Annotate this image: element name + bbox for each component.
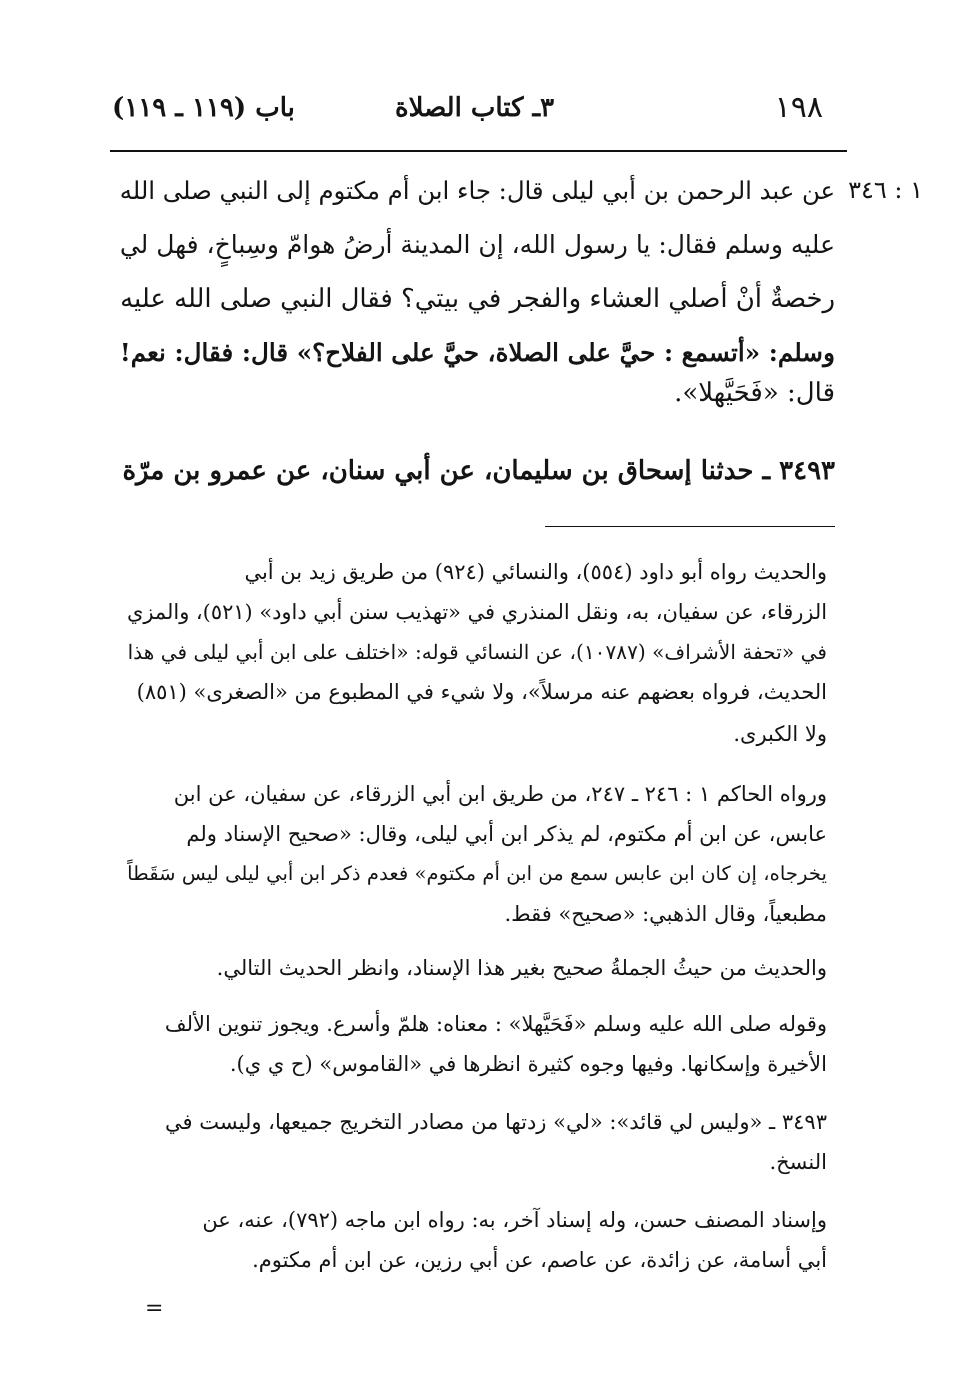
footnote-line: والحديث رواه أبو داود (٥٥٤)، والنسائي (٩٢٤) من طريق زيد بن أبي bbox=[244, 560, 827, 584]
footnote-line: الزرقاء، عن سفيان، به، ونقل المنذري في «تهذيب سنن أبي داود» (٥٢١)، والمزي bbox=[127, 600, 827, 624]
footnote-line: ورواه الحاكم ١ : ٢٤٦ ـ ٢٤٧، من طريق ابن أبي الزرقاء، عن سفيان، عن ابن bbox=[173, 782, 827, 806]
header-rule bbox=[110, 150, 847, 152]
main-text-line: قال: «فَحَيَّهلا». bbox=[674, 378, 835, 408]
footnote-line: ٣٤٩٣ ـ «وليس لي قائد»: «لي» زدتها من مصادر التخريج جميعها، وليست في bbox=[165, 1110, 827, 1134]
main-text-line: عليه وسلم فقال: يا رسول الله، إن المدينة أرضُ هوامّ وسِباخٍ، فهل لي bbox=[119, 230, 835, 259]
footnote-line: مطبعياً، وقال الذهبي: «صحيح» فقط. bbox=[504, 902, 827, 926]
footnote-line: النسخ. bbox=[769, 1150, 827, 1174]
footnote-rule bbox=[545, 526, 835, 527]
footnote-line: عابس، عن ابن أم مكتوم، لم يذكر ابن أبي ليلى، وقال: «صحيح الإسناد ولم bbox=[186, 822, 827, 846]
footnote-line: وإسناد المصنف حسن، وله إسناد آخر، به: رواه ابن ماجه (٧٩٢)، عنه، عن bbox=[202, 1208, 827, 1232]
page-number: ١٩٨ bbox=[774, 90, 823, 125]
hadith-3493-line: ٣٤٩٣ ـ حدثنا إسحاق بن سليمان، عن أبي سنان، عن عمرو بن مرّة bbox=[122, 456, 835, 486]
hadith-reference: ١ : ٣٤٦ bbox=[848, 176, 923, 204]
footnote-line: وقوله صلى الله عليه وسلم «فَحَيَّهلا» : معناه: هلمّ وأسرع. ويجوز تنوين الألف bbox=[164, 1012, 827, 1036]
main-text-line: وسلم: «أتسمع : حيَّ على الصلاة، حيَّ على الفلاح؟» قال: فقال: نعم! bbox=[119, 338, 835, 367]
footnote-line: في «تحفة الأشراف» (١٠٧٨٧)، عن النسائي قوله: «اختلف على ابن أبي ليلى في هذا bbox=[127, 640, 827, 664]
footnote-line: ولا الكبرى. bbox=[733, 722, 827, 746]
main-text-line: عن عبد الرحمن بن أبي ليلى قال: جاء ابن أم مكتوم إلى النبي صلى الله bbox=[119, 176, 835, 205]
continuation-mark: = bbox=[145, 1296, 164, 1321]
footnote-line: الأخيرة وإسكانها. وفيها وجوه كثيرة انظرها في «القاموس» (ح ي ي). bbox=[229, 1052, 827, 1076]
footnote-line: أبي أسامة، عن زائدة، عن عاصم، عن أبي رزين، عن ابن أم مكتوم. bbox=[252, 1248, 827, 1272]
main-text-line: رخصةٌ أنْ أصلي العشاء والفجر في بيتي؟ فقال النبي صلى الله عليه bbox=[120, 284, 835, 314]
footnote-line: والحديث من حيثُ الجملةُ صحيح بغير هذا الإسناد، وانظر الحديث التالي. bbox=[216, 956, 827, 980]
book-title: ٣ـ كتاب الصلاة bbox=[395, 93, 555, 123]
footnote-line: يخرجاه، إن كان ابن عابس سمع من ابن أم مكتوم» فعدم ذكر ابن أبي ليلى ليس سَقَطاً bbox=[127, 862, 827, 885]
chapter-title: باب (١١٩ ـ ١١٩) bbox=[112, 93, 295, 123]
footnote-line: الحديث، فرواه بعضهم عنه مرسلاً»، ولا شيء في المطبوع من «الصغرى» (٨٥١) bbox=[136, 680, 827, 704]
